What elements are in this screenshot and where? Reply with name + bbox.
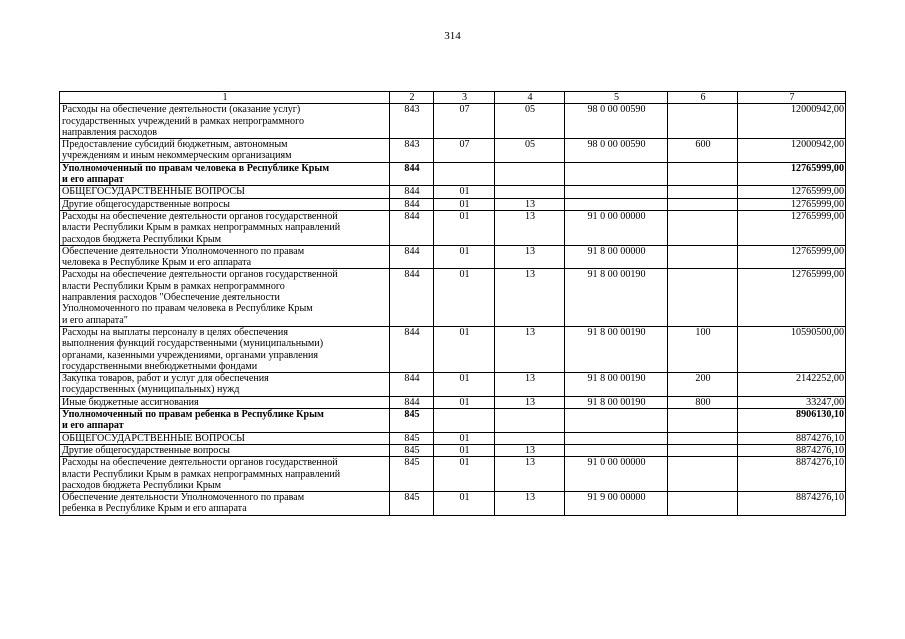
amount-cell: 8874276,10 — [738, 432, 846, 444]
row-name-cell: Другие общегосударственные вопросы — [60, 198, 390, 210]
section-code-cell: 01 — [434, 432, 495, 444]
target-article-cell — [565, 444, 668, 456]
page-number: 314 — [444, 30, 461, 42]
table-row — [60, 245, 846, 269]
column-header: 7 — [738, 92, 846, 104]
amount-cell: 8874276,10 — [738, 444, 846, 456]
table-row — [60, 373, 846, 397]
target-article-cell — [565, 198, 668, 210]
target-article-cell: 91 8 00 00190 — [565, 373, 668, 397]
target-article-cell: 91 8 00 00000 — [565, 245, 668, 269]
ministry-code-cell: 844 — [390, 396, 434, 408]
table-row — [60, 162, 846, 186]
row-name-cell: Уполномоченный по правам ребенка в Республике Крым и его аппарат — [60, 409, 390, 433]
expense-type-cell — [668, 162, 738, 186]
ministry-code-cell: 844 — [390, 162, 434, 186]
row-name-cell: ОБЩЕГОСУДАРСТВЕННЫЕ ВОПРОСЫ — [60, 186, 390, 198]
expense-type-cell: 200 — [668, 373, 738, 397]
target-article-cell — [565, 432, 668, 444]
expense-type-cell — [668, 269, 738, 326]
row-name-cell: Иные бюджетные ассигнования — [60, 396, 390, 408]
ministry-code-cell: 844 — [390, 373, 434, 397]
section-code-cell: 01 — [434, 326, 495, 372]
target-article-cell: 91 0 00 00000 — [565, 210, 668, 245]
column-header: 2 — [390, 92, 434, 104]
subsection-code-cell: 13 — [495, 396, 565, 408]
ministry-code-cell: 844 — [390, 186, 434, 198]
header-row — [60, 92, 846, 104]
section-code-cell: 01 — [434, 269, 495, 326]
subsection-code-cell: 13 — [495, 444, 565, 456]
row-name-cell: Расходы на выплаты персоналу в целях обеспечения выполнения функций государственными (муниципальными) органами, казенными учреждениями, органами управления государственными внебюджетными фондами — [60, 326, 390, 372]
column-header: 3 — [434, 92, 495, 104]
column-header: 1 — [60, 92, 390, 104]
row-name-cell: Расходы на обеспечение деятельности (оказание услуг) государственных учреждений в рамках непрограммного направления расходов — [60, 104, 390, 139]
subsection-code-cell: 13 — [495, 210, 565, 245]
target-article-cell — [565, 162, 668, 186]
amount-cell: 12765999,00 — [738, 186, 846, 198]
ministry-code-cell: 844 — [390, 326, 434, 372]
budget-table — [59, 91, 846, 516]
subsection-code-cell — [495, 186, 565, 198]
ministry-code-cell: 843 — [390, 139, 434, 163]
subsection-code-cell: 13 — [495, 492, 565, 516]
expense-type-cell — [668, 210, 738, 245]
column-header: 5 — [565, 92, 668, 104]
table-row — [60, 409, 846, 433]
target-article-cell: 98 0 00 00590 — [565, 104, 668, 139]
target-article-cell: 91 9 00 00000 — [565, 492, 668, 516]
expense-type-cell — [668, 409, 738, 433]
subsection-code-cell: 05 — [495, 139, 565, 163]
subsection-code-cell: 13 — [495, 373, 565, 397]
expense-type-cell — [668, 457, 738, 492]
target-article-cell — [565, 186, 668, 198]
section-code-cell: 01 — [434, 210, 495, 245]
subsection-code-cell: 13 — [495, 326, 565, 372]
expense-type-cell — [668, 245, 738, 269]
section-code-cell: 07 — [434, 104, 495, 139]
expense-type-cell — [668, 444, 738, 456]
amount-cell: 12765999,00 — [738, 269, 846, 326]
row-name-cell: ОБЩЕГОСУДАРСТВЕННЫЕ ВОПРОСЫ — [60, 432, 390, 444]
target-article-cell: 91 8 00 00190 — [565, 269, 668, 326]
row-name-cell: Уполномоченный по правам человека в Республике Крым и его аппарат — [60, 162, 390, 186]
amount-cell: 12765999,00 — [738, 162, 846, 186]
row-name-cell: Расходы на обеспечение деятельности органов государственной власти Республики Крым в рамках непрограммных направлений расходов бюджета Республики Крым — [60, 210, 390, 245]
amount-cell: 8906130,10 — [738, 409, 846, 433]
row-name-cell: Обеспечение деятельности Уполномоченного по правам ребенка в Республике Крым и его аппарата — [60, 492, 390, 516]
column-header: 6 — [668, 92, 738, 104]
row-name-cell: Закупка товаров, работ и услуг для обеспечения государственных (муниципальных) нужд — [60, 373, 390, 397]
ministry-code-cell: 844 — [390, 245, 434, 269]
target-article-cell: 91 0 00 00000 — [565, 457, 668, 492]
expense-type-cell — [668, 432, 738, 444]
expense-type-cell: 600 — [668, 139, 738, 163]
ministry-code-cell: 845 — [390, 432, 434, 444]
section-code-cell — [434, 162, 495, 186]
table-row — [60, 104, 846, 139]
section-code-cell: 01 — [434, 444, 495, 456]
amount-cell: 8874276,10 — [738, 492, 846, 516]
subsection-code-cell: 13 — [495, 269, 565, 326]
expense-type-cell: 800 — [668, 396, 738, 408]
section-code-cell: 07 — [434, 139, 495, 163]
amount-cell: 10590500,00 — [738, 326, 846, 372]
row-name-cell: Обеспечение деятельности Уполномоченного по правам человека в Республике Крым и его аппарата — [60, 245, 390, 269]
amount-cell: 12765999,00 — [738, 198, 846, 210]
subsection-code-cell — [495, 432, 565, 444]
table-row — [60, 444, 846, 456]
row-name-cell: Расходы на обеспечение деятельности органов государственной власти Республики Крым в рамках непрограммного направления расходов "Обеспечение деятельности Уполномоченного по правам человека в Республике Крым и его аппарата" — [60, 269, 390, 326]
amount-cell: 33247,00 — [738, 396, 846, 408]
ministry-code-cell: 845 — [390, 457, 434, 492]
ministry-code-cell: 843 — [390, 104, 434, 139]
expense-type-cell — [668, 198, 738, 210]
amount-cell: 8874276,10 — [738, 457, 846, 492]
section-code-cell: 01 — [434, 198, 495, 210]
subsection-code-cell — [495, 409, 565, 433]
table-row — [60, 210, 846, 245]
expense-type-cell: 100 — [668, 326, 738, 372]
subsection-code-cell — [495, 162, 565, 186]
table-row — [60, 186, 846, 198]
target-article-cell: 91 8 00 00190 — [565, 396, 668, 408]
target-article-cell — [565, 409, 668, 433]
table-row — [60, 492, 846, 516]
table-row — [60, 139, 846, 163]
ministry-code-cell: 844 — [390, 210, 434, 245]
expense-type-cell — [668, 492, 738, 516]
expense-type-cell — [668, 104, 738, 139]
row-name-cell: Предоставление субсидий бюджетным, автономным учреждениям и иным некоммерческим организациям — [60, 139, 390, 163]
amount-cell: 12765999,00 — [738, 210, 846, 245]
amount-cell: 12765999,00 — [738, 245, 846, 269]
ministry-code-cell: 845 — [390, 444, 434, 456]
ministry-code-cell: 844 — [390, 269, 434, 326]
target-article-cell: 91 8 00 00190 — [565, 326, 668, 372]
subsection-code-cell: 05 — [495, 104, 565, 139]
table-body — [60, 104, 846, 515]
target-article-cell: 98 0 00 00590 — [565, 139, 668, 163]
table-row — [60, 432, 846, 444]
subsection-code-cell: 13 — [495, 245, 565, 269]
section-code-cell: 01 — [434, 186, 495, 198]
section-code-cell: 01 — [434, 245, 495, 269]
table-row — [60, 457, 846, 492]
expense-type-cell — [668, 186, 738, 198]
ministry-code-cell: 844 — [390, 198, 434, 210]
subsection-code-cell: 13 — [495, 457, 565, 492]
row-name-cell: Другие общегосударственные вопросы — [60, 444, 390, 456]
section-code-cell: 01 — [434, 492, 495, 516]
table-row — [60, 326, 846, 372]
amount-cell: 12000942,00 — [738, 104, 846, 139]
ministry-code-cell: 845 — [390, 409, 434, 433]
amount-cell: 2142252,00 — [738, 373, 846, 397]
section-code-cell — [434, 409, 495, 433]
subsection-code-cell: 13 — [495, 198, 565, 210]
table-row — [60, 396, 846, 408]
ministry-code-cell: 845 — [390, 492, 434, 516]
table-row — [60, 269, 846, 326]
section-code-cell: 01 — [434, 373, 495, 397]
table-row — [60, 198, 846, 210]
row-name-cell: Расходы на обеспечение деятельности органов государственной власти Республики Крым в рамках непрограммных направлений расходов бюджета Республики Крым — [60, 457, 390, 492]
amount-cell: 12000942,00 — [738, 139, 846, 163]
section-code-cell: 01 — [434, 396, 495, 408]
section-code-cell: 01 — [434, 457, 495, 492]
column-header: 4 — [495, 92, 565, 104]
